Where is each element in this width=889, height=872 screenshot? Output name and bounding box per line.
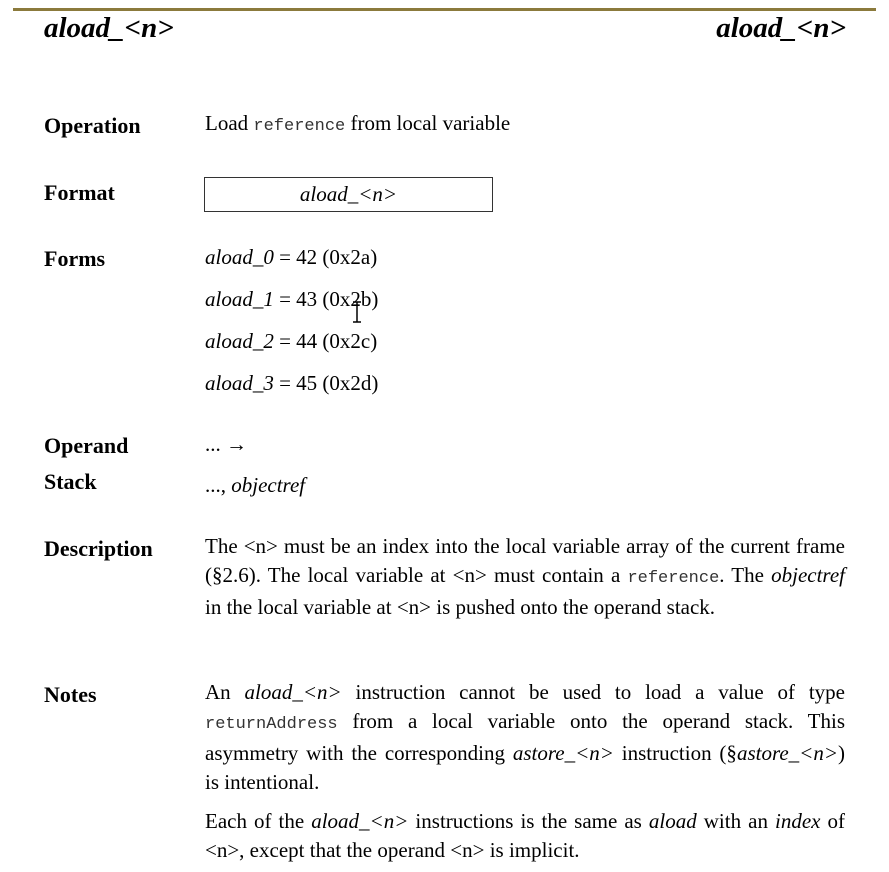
form-value: = 44 (0x2c) xyxy=(273,329,378,353)
form-name: aload_0 xyxy=(205,245,274,269)
desc-ital: objectref xyxy=(771,563,845,587)
page-title-left: aload_<n> xyxy=(44,12,174,44)
notes-p1-b: aload_<n> xyxy=(244,680,342,704)
operation-post: from local variable xyxy=(345,111,511,135)
operation-pre: Load xyxy=(205,111,254,135)
form-row xyxy=(205,242,377,272)
desc-s2: . The xyxy=(719,563,772,587)
notes-p1-a: An xyxy=(205,680,245,704)
notes-p1-c: instruction cannot be used to load a value of type xyxy=(341,680,845,704)
notes-paragraph-2 xyxy=(205,807,845,865)
operand-stack-after-prefix: ..., xyxy=(205,473,232,497)
page-title-right: aload_<n> xyxy=(716,12,846,44)
form-name: aload_1 xyxy=(205,287,274,311)
operand-stack-after xyxy=(205,473,305,498)
operation-text xyxy=(205,111,510,136)
description-label: Description xyxy=(44,536,153,561)
description-text xyxy=(205,532,845,622)
notes-p1-d: from a local variable onto the operand stack. This asymmetry with the corresponding xyxy=(205,709,845,765)
notes-p2-f: index xyxy=(774,809,821,833)
text-cursor-icon xyxy=(351,301,363,323)
form-name: aload_2 xyxy=(205,329,274,353)
operand-stack-after-italic: objectref xyxy=(231,473,306,497)
operand-stack-before: ... → xyxy=(205,432,247,456)
form-value: = 43 (0x2b) xyxy=(273,287,379,311)
top-rule xyxy=(13,8,876,11)
notes-p2-b: aload_<n> xyxy=(311,809,409,833)
form-value: = 42 (0x2a) xyxy=(273,245,378,269)
operation-label: Operation xyxy=(44,113,141,138)
notes-p1-f: instruction (§ xyxy=(613,741,737,765)
forms-label: Forms xyxy=(44,246,106,271)
notes-label: Notes xyxy=(44,682,97,707)
form-row xyxy=(205,326,377,356)
desc-s1: The <n> must be an index into the local variable array of the current frame (§2.6). The local variable at <n> must contain a xyxy=(205,534,845,587)
operation-code: reference xyxy=(253,117,346,136)
notes-p1-e: astore_<n> xyxy=(512,741,614,765)
desc-code: reference xyxy=(627,569,720,588)
notes-p2-c: instructions is the same as xyxy=(408,809,649,833)
notes-paragraph-1 xyxy=(205,678,845,797)
desc-s3: in the local variable at <n> is pushed onto the operand stack. xyxy=(205,595,716,619)
format-box: aload_<n> xyxy=(204,177,493,212)
notes-p2-g: of <n>, except that the operand <n> is implicit. xyxy=(205,809,845,862)
form-row xyxy=(205,368,378,398)
notes-p2-d: aload xyxy=(648,809,697,833)
notes-p1-code: returnAddress xyxy=(205,715,338,734)
notes-p1-g: astore_<n> xyxy=(736,741,838,765)
operand-stack-label-2: Stack xyxy=(44,469,97,494)
form-name: aload_3 xyxy=(205,371,274,395)
format-label: Format xyxy=(44,180,115,205)
notes-p1-h: ) is intentional. xyxy=(205,741,845,794)
operand-stack-label-1: Operand xyxy=(44,433,129,458)
notes-p2-e: with an xyxy=(696,809,775,833)
notes-p2-a: Each of the xyxy=(205,809,312,833)
form-value: = 45 (0x2d) xyxy=(273,371,379,395)
